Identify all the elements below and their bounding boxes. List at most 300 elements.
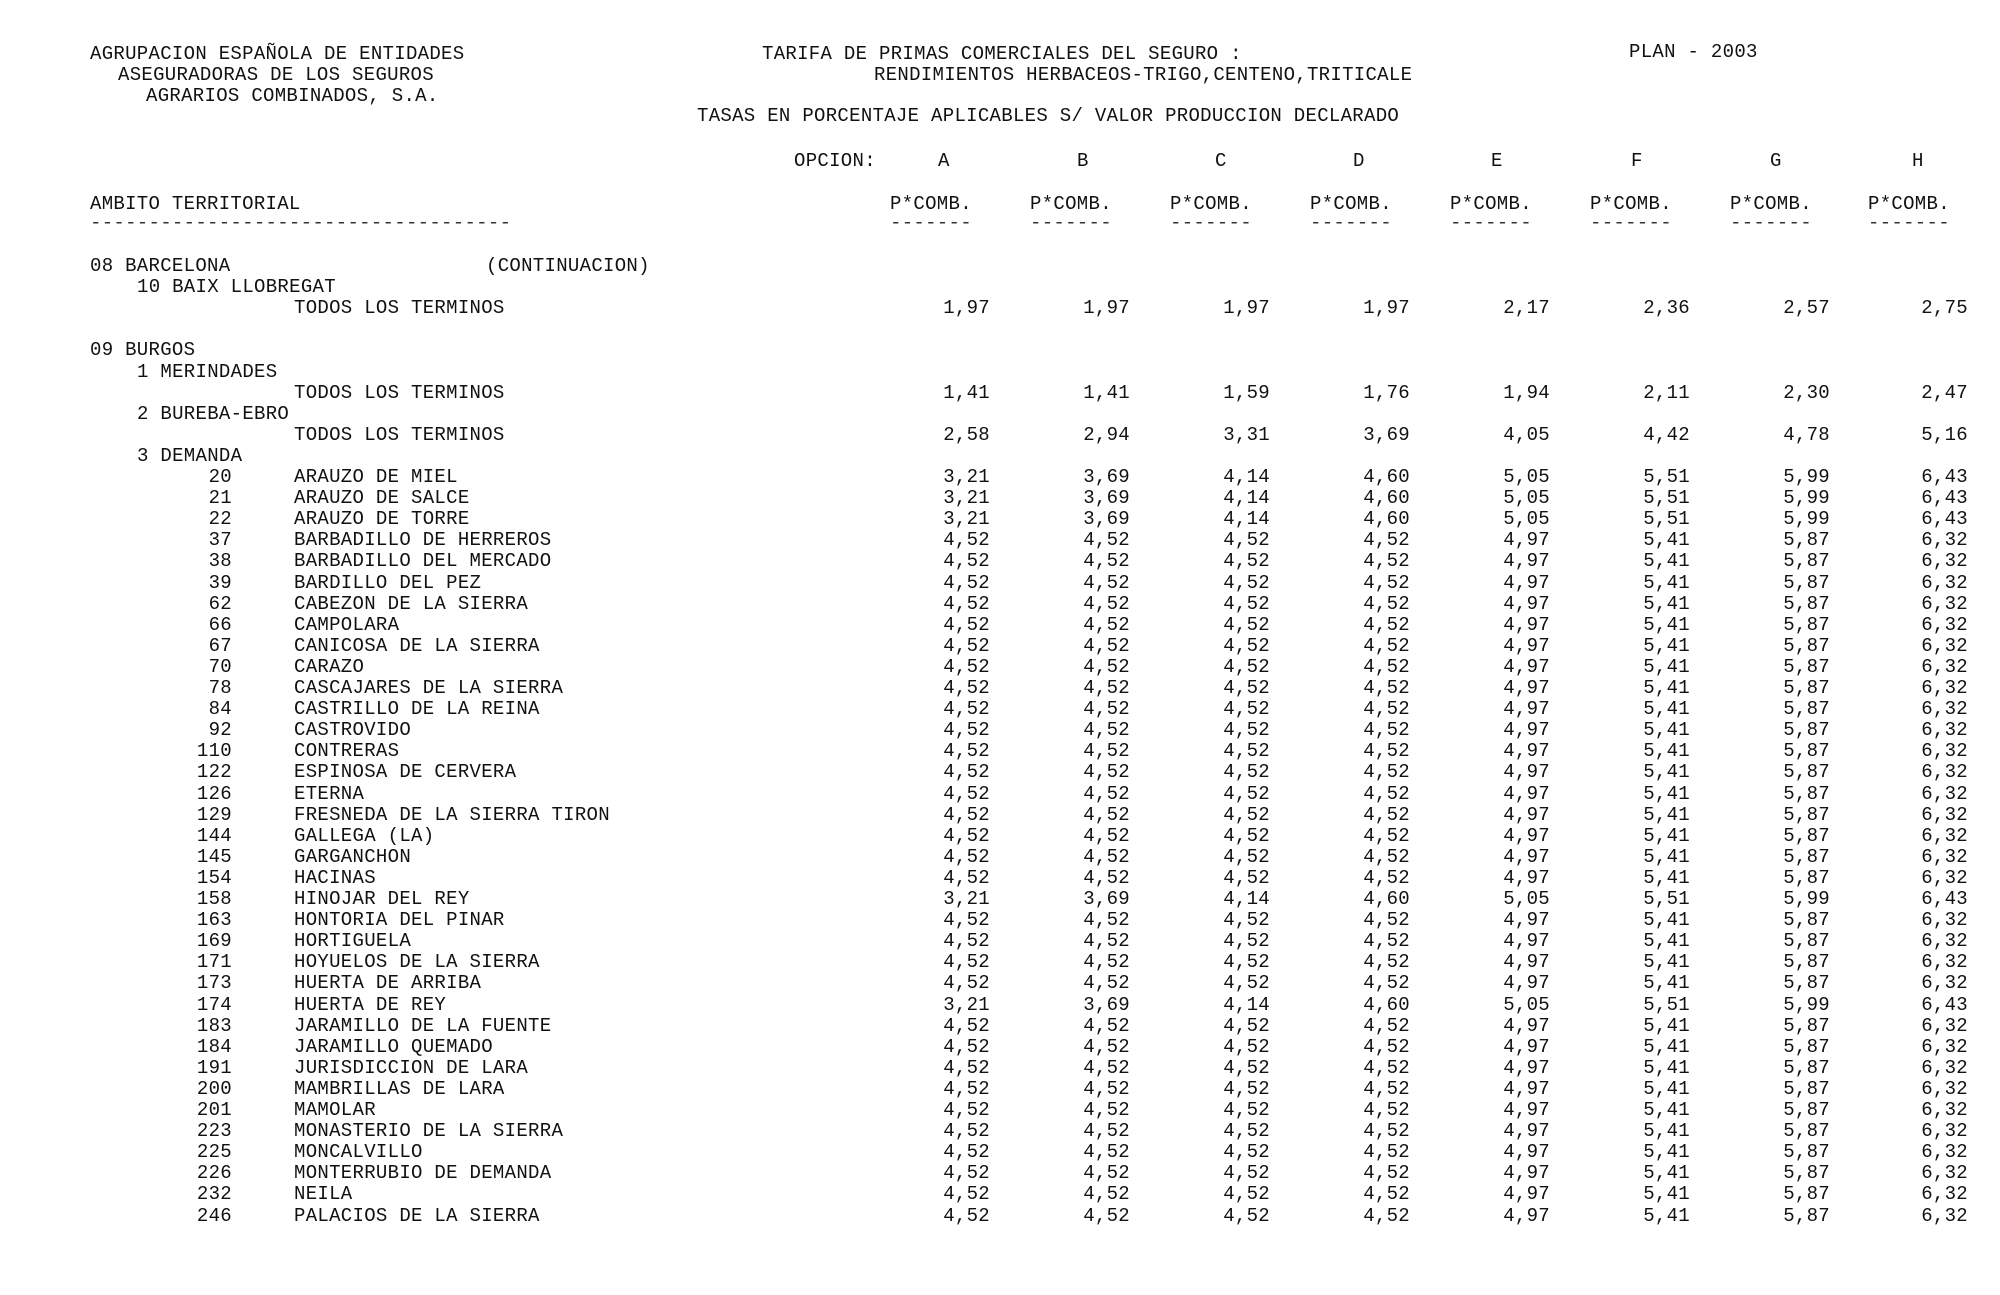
province-row: [0, 340, 2000, 361]
table-row: [0, 1142, 2000, 1163]
column-underline: -------: [1730, 212, 1812, 234]
rate-cell-h: 6,32: [1921, 1183, 1968, 1205]
rate-cell-h: 6,32: [1921, 846, 1968, 868]
rate-cell-c: 4,52: [1223, 1099, 1270, 1121]
rate-cell-a: 4,52: [943, 1120, 990, 1142]
municipality-name: BARDILLO DEL PEZ: [294, 572, 482, 594]
rate-cell-d: 4,52: [1363, 1205, 1410, 1227]
comarca-row: [0, 404, 2000, 425]
rate-cell-d: 4,52: [1363, 1183, 1410, 1205]
column-subheader: P*COMB.: [1868, 193, 1950, 215]
rate-cell-a: 4,52: [943, 761, 990, 783]
rate-cell-e: 4,97: [1503, 1015, 1550, 1037]
rate-cell-h: 6,43: [1921, 487, 1968, 509]
rate-cell-c: 1,59: [1223, 382, 1270, 404]
table-row: [0, 1184, 2000, 1205]
municipality-code: 184: [196, 1036, 232, 1058]
rate-cell-c: 4,14: [1223, 508, 1270, 530]
rate-cell-d: 4,52: [1363, 783, 1410, 805]
rate-cell-h: 6,32: [1921, 614, 1968, 636]
rate-cell-d: 4,52: [1363, 951, 1410, 973]
column-underline: -------: [1450, 212, 1532, 234]
municipality-code: 38: [208, 550, 232, 572]
rate-cell-b: 4,52: [1083, 572, 1130, 594]
rate-cell-e: 4,97: [1503, 867, 1550, 889]
rate-cell-h: 2,47: [1921, 382, 1968, 404]
rate-cell-d: 4,52: [1363, 1015, 1410, 1037]
rate-cell-d: 4,52: [1363, 930, 1410, 952]
column-underline: -------: [1590, 212, 1672, 234]
rate-cell-b: 4,52: [1083, 909, 1130, 931]
rate-cell-c: 4,52: [1223, 825, 1270, 847]
rate-cell-b: 4,52: [1083, 825, 1130, 847]
rate-cell-e: 4,97: [1503, 529, 1550, 551]
rate-cell-f: 5,51: [1643, 487, 1690, 509]
blank-row: [0, 319, 2000, 340]
option-label: OPCION:: [794, 150, 876, 172]
rate-cell-b: 4,52: [1083, 719, 1130, 741]
rate-cell-f: 5,41: [1643, 909, 1690, 931]
table-row: [0, 1016, 2000, 1037]
rate-cell-c: 4,52: [1223, 867, 1270, 889]
municipality-name: MONTERRUBIO DE DEMANDA: [294, 1162, 552, 1184]
rate-cell-b: 4,52: [1083, 550, 1130, 572]
rate-cell-a: 1,41: [943, 382, 990, 404]
option-letter-e: E: [1491, 150, 1503, 172]
rate-cell-d: 4,52: [1363, 804, 1410, 826]
rate-cell-g: 5,87: [1783, 1015, 1830, 1037]
rate-cell-e: 4,97: [1503, 1099, 1550, 1121]
municipality-name: BARBADILLO DE HERREROS: [294, 529, 552, 551]
municipality-name: ARAUZO DE SALCE: [294, 487, 470, 509]
rate-cell-a: 4,52: [943, 1057, 990, 1079]
rate-cell-g: 5,87: [1783, 783, 1830, 805]
rate-cell-a: 4,52: [943, 550, 990, 572]
column-underline: -------: [1170, 212, 1252, 234]
rate-cell-g: 2,30: [1783, 382, 1830, 404]
rate-cell-h: 6,32: [1921, 529, 1968, 551]
rate-cell-h: 6,32: [1921, 804, 1968, 826]
rate-cell-c: 4,52: [1223, 719, 1270, 741]
ambito-underline: ------------------------------------: [90, 212, 512, 234]
municipality-name: ESPINOSA DE CERVERA: [294, 761, 517, 783]
municipality-name: CASTRILLO DE LA REINA: [294, 698, 540, 720]
rate-cell-a: 4,52: [943, 1099, 990, 1121]
rate-cell-a: 4,52: [943, 909, 990, 931]
rate-cell-h: 6,32: [1921, 972, 1968, 994]
rate-cell-h: 6,32: [1921, 1205, 1968, 1227]
all-terms-label: TODOS LOS TERMINOS: [294, 424, 505, 446]
rate-cell-c: 4,52: [1223, 635, 1270, 657]
table-row: [0, 1206, 2000, 1227]
rate-cell-d: 4,52: [1363, 1141, 1410, 1163]
rate-cell-d: 4,60: [1363, 466, 1410, 488]
option-letter-g: G: [1770, 150, 1782, 172]
municipality-name: HUERTA DE REY: [294, 994, 447, 1016]
rate-cell-h: 6,32: [1921, 1078, 1968, 1100]
municipality-name: HINOJAR DEL REY: [294, 888, 470, 910]
option-letter-a: A: [938, 150, 950, 172]
rate-cell-b: 4,52: [1083, 593, 1130, 615]
rate-cell-g: 5,87: [1783, 593, 1830, 615]
rate-cell-e: 4,97: [1503, 656, 1550, 678]
rate-cell-f: 5,41: [1643, 550, 1690, 572]
all-terms-label: TODOS LOS TERMINOS: [294, 382, 505, 404]
rate-cell-c: 4,14: [1223, 994, 1270, 1016]
rate-cell-d: 1,97: [1363, 297, 1410, 319]
rate-cell-d: 4,52: [1363, 846, 1410, 868]
option-letter-c: C: [1215, 150, 1227, 172]
rate-cell-f: 5,41: [1643, 1057, 1690, 1079]
rate-cell-b: 1,41: [1083, 382, 1130, 404]
rate-cell-f: 5,41: [1643, 572, 1690, 594]
table-row: [0, 784, 2000, 805]
rate-cell-c: 4,52: [1223, 740, 1270, 762]
table-row: [0, 868, 2000, 889]
rate-cell-d: 4,52: [1363, 1162, 1410, 1184]
rate-cell-e: 4,97: [1503, 1183, 1550, 1205]
rate-cell-g: 5,87: [1783, 1162, 1830, 1184]
rate-cell-a: 2,58: [943, 424, 990, 446]
table-row: [0, 931, 2000, 952]
municipality-code: 66: [208, 614, 232, 636]
rate-cell-d: 4,52: [1363, 1120, 1410, 1142]
rate-cell-e: 4,97: [1503, 698, 1550, 720]
rate-cell-a: 3,21: [943, 994, 990, 1016]
rate-cell-b: 4,52: [1083, 972, 1130, 994]
comarca-name: 10 BAIX LLOBREGAT: [137, 276, 336, 298]
rate-cell-c: 4,52: [1223, 1057, 1270, 1079]
rate-cell-b: 4,52: [1083, 846, 1130, 868]
rate-cell-f: 2,11: [1643, 382, 1690, 404]
rate-cell-b: 4,52: [1083, 529, 1130, 551]
municipality-name: CONTRERAS: [294, 740, 400, 762]
rate-cell-a: 3,21: [943, 487, 990, 509]
rate-cell-h: 6,32: [1921, 951, 1968, 973]
municipality-code: 171: [196, 951, 232, 973]
all-terms-label: TODOS LOS TERMINOS: [294, 297, 505, 319]
rate-cell-d: 4,60: [1363, 994, 1410, 1016]
rate-cell-b: 4,52: [1083, 698, 1130, 720]
all-terms-row: [0, 383, 2000, 404]
rate-cell-c: 4,52: [1223, 593, 1270, 615]
rate-cell-a: 1,97: [943, 297, 990, 319]
rate-cell-a: 4,52: [943, 1205, 990, 1227]
municipality-code: 62: [208, 593, 232, 615]
municipality-name: HACINAS: [294, 867, 376, 889]
continuation-note: (CONTINUACION): [486, 255, 650, 277]
rate-cell-b: 4,52: [1083, 1078, 1130, 1100]
municipality-name: JARAMILLO QUEMADO: [294, 1036, 493, 1058]
municipality-code: 183: [196, 1015, 232, 1037]
rate-cell-h: 6,32: [1921, 1015, 1968, 1037]
rate-cell-f: 5,51: [1643, 508, 1690, 530]
rate-cell-c: 4,52: [1223, 677, 1270, 699]
rate-cell-c: 4,52: [1223, 783, 1270, 805]
rate-cell-a: 4,52: [943, 719, 990, 741]
table-row: [0, 889, 2000, 910]
table-row: [0, 1121, 2000, 1142]
municipality-code: 200: [196, 1078, 232, 1100]
rate-cell-d: 4,60: [1363, 508, 1410, 530]
rate-cell-b: 4,52: [1083, 1162, 1130, 1184]
rate-cell-e: 2,17: [1503, 297, 1550, 319]
rate-cell-f: 4,42: [1643, 424, 1690, 446]
rate-cell-b: 4,52: [1083, 804, 1130, 826]
rate-cell-f: 5,41: [1643, 656, 1690, 678]
province-name: 08 BARCELONA: [90, 255, 231, 277]
municipality-name: JURISDICCION DE LARA: [294, 1057, 529, 1079]
rate-cell-h: 2,75: [1921, 297, 1968, 319]
rate-cell-c: 4,52: [1223, 761, 1270, 783]
rate-cell-a: 4,52: [943, 1183, 990, 1205]
municipality-code: 39: [208, 572, 232, 594]
rate-cell-e: 4,97: [1503, 846, 1550, 868]
rate-cell-g: 5,87: [1783, 867, 1830, 889]
rate-cell-f: 5,41: [1643, 1141, 1690, 1163]
rate-cell-f: 5,41: [1643, 740, 1690, 762]
rate-cell-e: 5,05: [1503, 888, 1550, 910]
rate-cell-d: 4,52: [1363, 529, 1410, 551]
comarca-name: 2 BUREBA-EBRO: [137, 403, 290, 425]
rate-cell-d: 3,69: [1363, 424, 1410, 446]
municipality-code: 67: [208, 635, 232, 657]
municipality-name: MONASTERIO DE LA SIERRA: [294, 1120, 564, 1142]
comarca-name: 3 DEMANDA: [137, 445, 243, 467]
rate-cell-e: 4,97: [1503, 783, 1550, 805]
comarca-row: [0, 362, 2000, 383]
province-row: [0, 256, 2000, 277]
rate-cell-c: 4,52: [1223, 1120, 1270, 1142]
rate-cell-c: 4,52: [1223, 614, 1270, 636]
table-row: [0, 826, 2000, 847]
rate-cell-g: 5,87: [1783, 1205, 1830, 1227]
municipality-code: 173: [196, 972, 232, 994]
rate-cell-f: 5,41: [1643, 1078, 1690, 1100]
rate-cell-e: 4,97: [1503, 1141, 1550, 1163]
rate-cell-f: 5,41: [1643, 1183, 1690, 1205]
table-row: [0, 1079, 2000, 1100]
rate-cell-g: 5,87: [1783, 846, 1830, 868]
municipality-code: 84: [208, 698, 232, 720]
rate-cell-d: 1,76: [1363, 382, 1410, 404]
comarca-row: [0, 277, 2000, 298]
municipality-code: 110: [196, 740, 232, 762]
municipality-name: HUERTA DE ARRIBA: [294, 972, 482, 994]
municipality-code: 191: [196, 1057, 232, 1079]
rate-cell-h: 6,32: [1921, 825, 1968, 847]
rate-cell-d: 4,60: [1363, 487, 1410, 509]
rate-cell-a: 4,52: [943, 1078, 990, 1100]
municipality-code: 22: [208, 508, 232, 530]
rate-cell-b: 4,52: [1083, 1141, 1130, 1163]
rate-cell-e: 4,97: [1503, 761, 1550, 783]
rate-cell-d: 4,52: [1363, 698, 1410, 720]
rate-cell-a: 4,52: [943, 529, 990, 551]
rate-cell-a: 3,21: [943, 888, 990, 910]
rates-caption: TASAS EN PORCENTAJE APLICABLES S/ VALOR PRODUCCION DECLARADO: [697, 105, 1400, 127]
rate-cell-d: 4,60: [1363, 888, 1410, 910]
rate-cell-d: 4,52: [1363, 1036, 1410, 1058]
rate-cell-f: 5,41: [1643, 529, 1690, 551]
column-subheader: P*COMB.: [1590, 193, 1672, 215]
rate-cell-b: 2,94: [1083, 424, 1130, 446]
municipality-code: 232: [196, 1183, 232, 1205]
rate-cell-e: 4,97: [1503, 1078, 1550, 1100]
rate-cell-a: 4,52: [943, 1162, 990, 1184]
rate-cell-e: 4,97: [1503, 740, 1550, 762]
table-row: [0, 973, 2000, 994]
table-row: [0, 952, 2000, 973]
rate-cell-a: 4,52: [943, 572, 990, 594]
municipality-code: 174: [196, 994, 232, 1016]
option-letter-d: D: [1353, 150, 1365, 172]
municipality-name: ARAUZO DE MIEL: [294, 466, 458, 488]
rate-cell-a: 4,52: [943, 1036, 990, 1058]
rate-cell-h: 6,43: [1921, 994, 1968, 1016]
rate-cell-c: 4,52: [1223, 1078, 1270, 1100]
municipality-code: 126: [196, 783, 232, 805]
rate-cell-c: 4,52: [1223, 1183, 1270, 1205]
rate-cell-e: 5,05: [1503, 466, 1550, 488]
comarca-name: 1 MERINDADES: [137, 361, 278, 383]
rate-cell-g: 5,99: [1783, 888, 1830, 910]
column-underline: -------: [1868, 212, 1950, 234]
rate-cell-g: 5,87: [1783, 1078, 1830, 1100]
rate-cell-a: 3,21: [943, 508, 990, 530]
rate-cell-c: 4,14: [1223, 466, 1270, 488]
rate-cell-h: 6,32: [1921, 783, 1968, 805]
rate-cell-f: 5,41: [1643, 972, 1690, 994]
rate-cell-b: 4,52: [1083, 783, 1130, 805]
table-row: [0, 530, 2000, 551]
rate-cell-b: 4,52: [1083, 761, 1130, 783]
rate-cell-c: 4,52: [1223, 1036, 1270, 1058]
municipality-name: NEILA: [294, 1183, 353, 1205]
rate-cell-e: 5,05: [1503, 508, 1550, 530]
rate-cell-d: 4,52: [1363, 656, 1410, 678]
table-row: [0, 678, 2000, 699]
rate-cell-f: 5,41: [1643, 635, 1690, 657]
rate-cell-f: 5,41: [1643, 1036, 1690, 1058]
rate-cell-b: 4,52: [1083, 930, 1130, 952]
municipality-code: 201: [196, 1099, 232, 1121]
rate-cell-d: 4,52: [1363, 550, 1410, 572]
rate-cell-d: 4,52: [1363, 677, 1410, 699]
rate-cell-g: 5,99: [1783, 508, 1830, 530]
province-name: 09 BURGOS: [90, 339, 196, 361]
rate-cell-f: 5,41: [1643, 1015, 1690, 1037]
column-subheader: P*COMB.: [890, 193, 972, 215]
rate-cell-g: 5,87: [1783, 698, 1830, 720]
plan-label: PLAN - 2003: [1629, 41, 1758, 63]
table-row: [0, 594, 2000, 615]
municipality-code: 70: [208, 656, 232, 678]
rate-cell-d: 4,52: [1363, 761, 1410, 783]
table-row: [0, 551, 2000, 572]
rate-cell-g: 5,87: [1783, 614, 1830, 636]
rate-cell-g: 5,87: [1783, 529, 1830, 551]
rate-cell-h: 6,32: [1921, 698, 1968, 720]
column-underline: -------: [1310, 212, 1392, 234]
option-letter-h: H: [1912, 150, 1924, 172]
rate-cell-h: 6,32: [1921, 1141, 1968, 1163]
rate-cell-a: 4,52: [943, 867, 990, 889]
rate-cell-h: 6,32: [1921, 550, 1968, 572]
rate-cell-g: 5,87: [1783, 1036, 1830, 1058]
rate-cell-g: 5,87: [1783, 951, 1830, 973]
rate-cell-a: 4,52: [943, 951, 990, 973]
rate-cell-g: 5,99: [1783, 994, 1830, 1016]
municipality-code: 225: [196, 1141, 232, 1163]
table-row: [0, 615, 2000, 636]
rate-cell-b: 3,69: [1083, 487, 1130, 509]
rate-cell-b: 4,52: [1083, 951, 1130, 973]
rate-cell-a: 4,52: [943, 846, 990, 868]
rate-cell-h: 6,43: [1921, 888, 1968, 910]
org-line-1: AGRUPACION ESPAÑOLA DE ENTIDADES: [90, 43, 465, 65]
rate-cell-b: 4,52: [1083, 677, 1130, 699]
table-row: [0, 657, 2000, 678]
rate-cell-a: 4,52: [943, 825, 990, 847]
municipality-name: MAMOLAR: [294, 1099, 376, 1121]
table-row: [0, 573, 2000, 594]
municipality-code: 129: [196, 804, 232, 826]
municipality-code: 122: [196, 761, 232, 783]
rate-cell-g: 5,87: [1783, 635, 1830, 657]
rate-cell-c: 4,52: [1223, 972, 1270, 994]
rate-cell-g: 5,87: [1783, 825, 1830, 847]
rate-cell-f: 5,41: [1643, 804, 1690, 826]
column-subheader: P*COMB.: [1310, 193, 1392, 215]
tariff-subtitle: RENDIMIENTOS HERBACEOS-TRIGO,CENTENO,TRITICALE: [874, 64, 1413, 86]
municipality-code: 144: [196, 825, 232, 847]
rate-cell-f: 5,41: [1643, 698, 1690, 720]
rate-cell-c: 4,52: [1223, 846, 1270, 868]
rate-cell-f: 5,41: [1643, 1205, 1690, 1227]
rate-cell-d: 4,52: [1363, 972, 1410, 994]
municipality-name: GALLEGA (LA): [294, 825, 435, 847]
municipality-name: GARGANCHON: [294, 846, 412, 868]
rate-cell-a: 4,52: [943, 677, 990, 699]
rate-cell-c: 4,52: [1223, 1162, 1270, 1184]
rate-cell-d: 4,52: [1363, 719, 1410, 741]
rate-cell-h: 6,32: [1921, 867, 1968, 889]
rate-cell-b: 4,52: [1083, 1205, 1130, 1227]
table-row: [0, 636, 2000, 657]
municipality-code: 163: [196, 909, 232, 931]
rate-cell-e: 4,97: [1503, 614, 1550, 636]
municipality-name: CAMPOLARA: [294, 614, 400, 636]
rate-cell-c: 1,97: [1223, 297, 1270, 319]
rate-cell-g: 5,87: [1783, 1057, 1830, 1079]
rate-cell-c: 4,52: [1223, 698, 1270, 720]
rate-cell-b: 3,69: [1083, 508, 1130, 530]
rate-cell-e: 4,97: [1503, 593, 1550, 615]
municipality-code: 226: [196, 1162, 232, 1184]
municipality-name: HORTIGUELA: [294, 930, 412, 952]
rate-cell-d: 4,52: [1363, 1099, 1410, 1121]
rate-cell-b: 4,52: [1083, 1036, 1130, 1058]
rate-cell-c: 4,52: [1223, 550, 1270, 572]
municipality-code: 20: [208, 466, 232, 488]
rate-cell-b: 4,52: [1083, 1120, 1130, 1142]
rate-cell-a: 4,52: [943, 740, 990, 762]
rate-cell-f: 5,51: [1643, 466, 1690, 488]
column-subheader: P*COMB.: [1030, 193, 1112, 215]
rate-cell-e: 4,97: [1503, 1162, 1550, 1184]
municipality-name: HONTORIA DEL PINAR: [294, 909, 505, 931]
